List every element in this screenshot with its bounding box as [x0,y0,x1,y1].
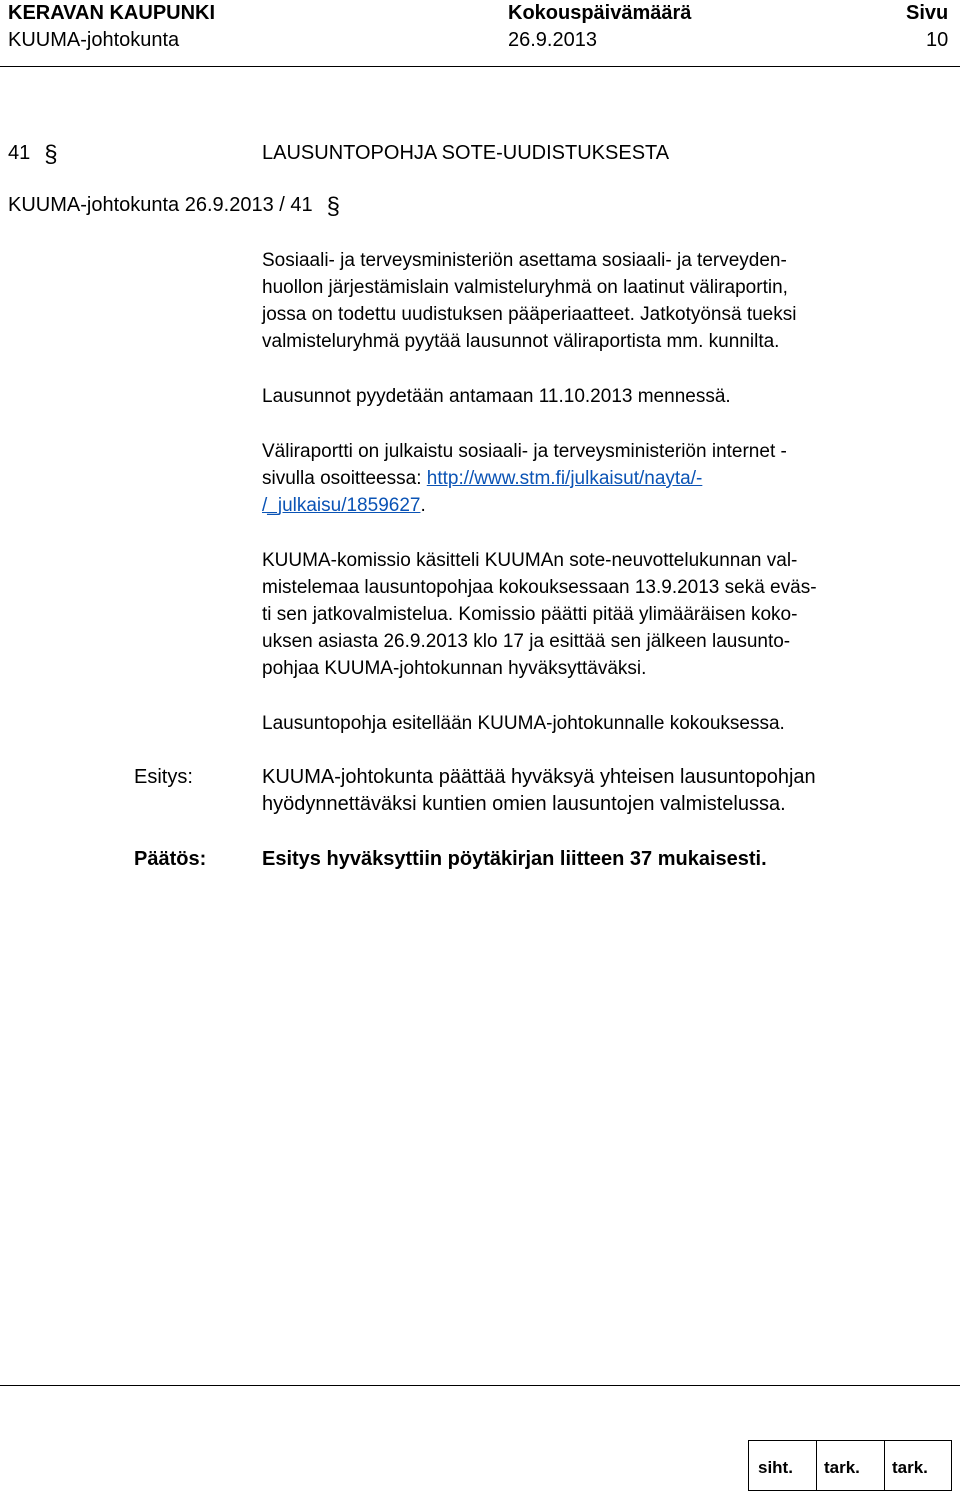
meeting-date: 26.9.2013 [508,29,597,51]
report-line-1: Väliraportti on julkaistu sosiaali- ja terveysministeriön internet - [262,441,787,462]
footer-divider [0,1385,960,1386]
checker-initials-cell: tark. [892,1458,928,1477]
report-link-part1[interactable]: http://www.stm.fi/julkaisut/nayta/- [426,468,703,489]
section-reference: KUUMA-johtokunta 26.9.2013 / 41 [8,194,313,216]
paragraph-report-link [262,438,952,519]
signature-box-divider [816,1440,817,1491]
paragraph-line: ti sen jatkovalmistelua. Komissio päätti pitää ylimääräisen koko- [262,604,798,625]
presentation-text: Lausuntopohja esitellään KUUMA-johtokunnalle kokouksessa. [262,713,785,734]
report-link-period: . [420,495,426,516]
section-title: LAUSUNTOPOHJA SOTE-UUDISTUKSESTA [262,142,670,164]
meeting-date-label: Kokouspäivämäärä [508,2,692,24]
report-line-2-prefix: sivulla osoitteessa: [262,468,427,489]
signature-box-right [951,1440,952,1491]
section-number-wrap [8,140,58,168]
organization-name: KERAVAN KAUPUNKI [8,2,216,24]
page-number: 10 [926,29,949,51]
decision-label: Päätös: [134,848,207,870]
header-divider [0,66,960,67]
signature-box-left [748,1440,749,1491]
paragraph-line: KUUMA-komissio käsitteli KUUMAn sote-neuvottelukunnan val- [262,550,798,571]
signature-box-bottom [748,1490,952,1491]
proposal-line: KUUMA-johtokunta päättää hyväksyä yhteisen lausuntopohjan [262,766,816,788]
report-line-2 [262,465,952,492]
committee-name: KUUMA-johtokunta [8,29,180,51]
section-number: 41 [8,142,31,164]
section-sign-icon: § [44,141,58,168]
decision-text: Esitys hyväksyttiin pöytäkirjan liitteen 37 mukaisesti. [262,848,767,870]
section-ref-sign-icon: § [326,193,340,220]
paragraph-line: huollon järjestämislain valmisteluryhmä on laatinut väliraportin, [262,277,788,298]
paragraph-line: mistelemaa lausuntopohjaa kokouksessaan 13.9.2013 sekä eväs- [262,577,817,598]
paragraph-line: pohjaa KUUMA-johtokunnan hyväksyttäväksi. [262,658,647,679]
paragraph-line: valmisteluryhmä pyytää lausunnot väliraportista mm. kunnilta. [262,331,780,352]
report-link-part2[interactable]: /_julkaisu/1859627 [262,495,421,516]
secretary-initials-cell: siht. [758,1458,793,1477]
paragraph-line: jossa on todettu uudistuksen pääperiaatteet. Jatkotyönsä tueksi [262,304,797,325]
paragraph-line: uksen asiasta 26.9.2013 klo 17 ja esittää sen jälkeen lausunto- [262,631,791,652]
paragraph-deadline [262,383,952,410]
paragraph-line: Sosiaali- ja terveysministeriön asettama sosiaali- ja terveyden- [262,250,787,271]
paragraph-background [262,247,952,355]
paragraph-presentation [262,710,952,737]
deadline-text: Lausunnot pyydetään antamaan 11.10.2013 mennessä. [262,386,731,407]
page-label: Sivu [906,2,949,24]
proposal-line: hyödynnettäväksi kuntien omien lausuntojen valmistelussa. [262,793,786,815]
report-line-3 [262,492,952,519]
proposal-text [262,764,952,818]
section-reference-wrap [8,192,340,220]
signature-box-divider [884,1440,885,1491]
paragraph-commission [262,547,952,682]
checker-initials-cell: tark. [824,1458,860,1477]
proposal-label: Esitys: [134,766,193,788]
signature-box-top [748,1440,952,1441]
